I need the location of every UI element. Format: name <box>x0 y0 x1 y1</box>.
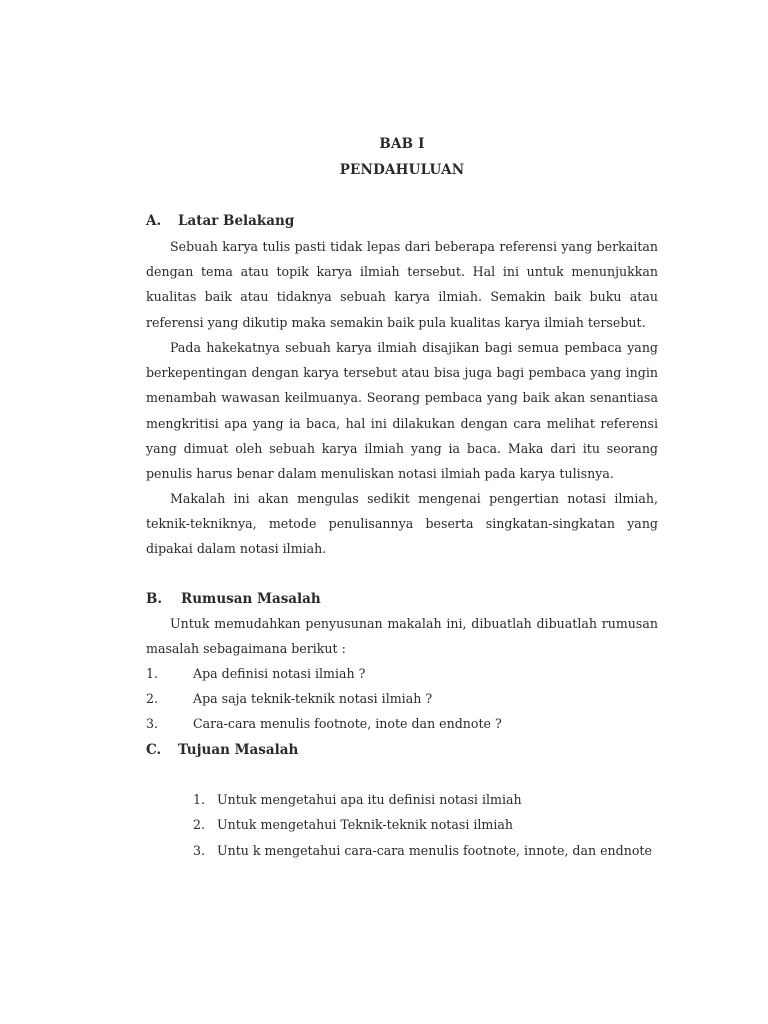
section-a-paragraph-2: Pada hakekatnya sebuah karya ilmiah disajikan bagi semua pembaca yang berkepentingan dengan karya tersebut atau bisa juga bagi pembaca yang ingin menambah wawasan keilmuanya. Seorang pembaca yang baik akan senantiasa mengkritisi apa yang ia baca, hal ini dilakukan dengan cara melihat referensi yang dimuat oleh sebuah karya ilmiah yang ia baca. Maka dari itu seorang penulis harus benar dalam menuliskan notasi ilmiah pada karya tulisnya. <box>146 340 658 482</box>
section-b-marker: B. <box>146 591 163 607</box>
list-item: Apa definisi notasi ilmiah ? <box>193 666 366 681</box>
list-item: Untuk mengetahui Teknik-teknik notasi ilmiah <box>217 817 514 832</box>
section-a-marker: A. <box>146 213 162 229</box>
section-a-paragraph-3: Makalah ini akan mengulas sedikit mengenai pengertian notasi ilmiah, teknik-tekniknya, metode penulisannya beserta singkatan-singkatan yang dipakai dalam notasi ilmiah. <box>146 491 658 557</box>
list-item-number: 1. <box>146 666 159 681</box>
section-c-heading: Tujuan Masalah <box>178 742 299 758</box>
list-item-number: 2. <box>146 691 159 706</box>
list-item: Apa saja teknik-teknik notasi ilmiah ? <box>193 691 433 706</box>
section-a-paragraph-1: Sebuah karya tulis pasti tidak lepas dari beberapa referensi yang berkaitan dengan tema atau topik karya ilmiah tersebut. Hal ini untuk menunjukkan kualitas baik atau tidaknya sebuah karya ilmiah. Semakin baik buku atau referensi yang dikutip maka semakin baik pula kualitas karya ilmiah tersebut. <box>146 239 658 330</box>
chapter-number: BAB I <box>379 136 425 152</box>
section-b-intro: Untuk memudahkan penyusunan makalah ini, dibuatlah dibuatlah rumusan masalah sebagaimana berikut : <box>146 616 658 657</box>
list-item-number: 2. <box>193 817 206 832</box>
list-item-number: 3. <box>193 843 206 858</box>
list-item: Untuk mengetahui apa itu definisi notasi ilmiah <box>217 792 522 807</box>
section-b-heading: Rumusan Masalah <box>181 591 321 607</box>
chapter-title: PENDAHULUAN <box>339 162 465 178</box>
list-item-number: 3. <box>146 716 159 731</box>
list-item-number: 1. <box>193 792 206 807</box>
section-a-heading: Latar Belakang <box>178 213 295 229</box>
section-c-marker: C. <box>146 742 162 758</box>
list-item: Untu k mengetahui cara-cara menulis footnote, innote, dan endnote <box>217 843 652 858</box>
list-item: Cara-cara menulis footnote, inote dan endnote ? <box>193 716 502 731</box>
